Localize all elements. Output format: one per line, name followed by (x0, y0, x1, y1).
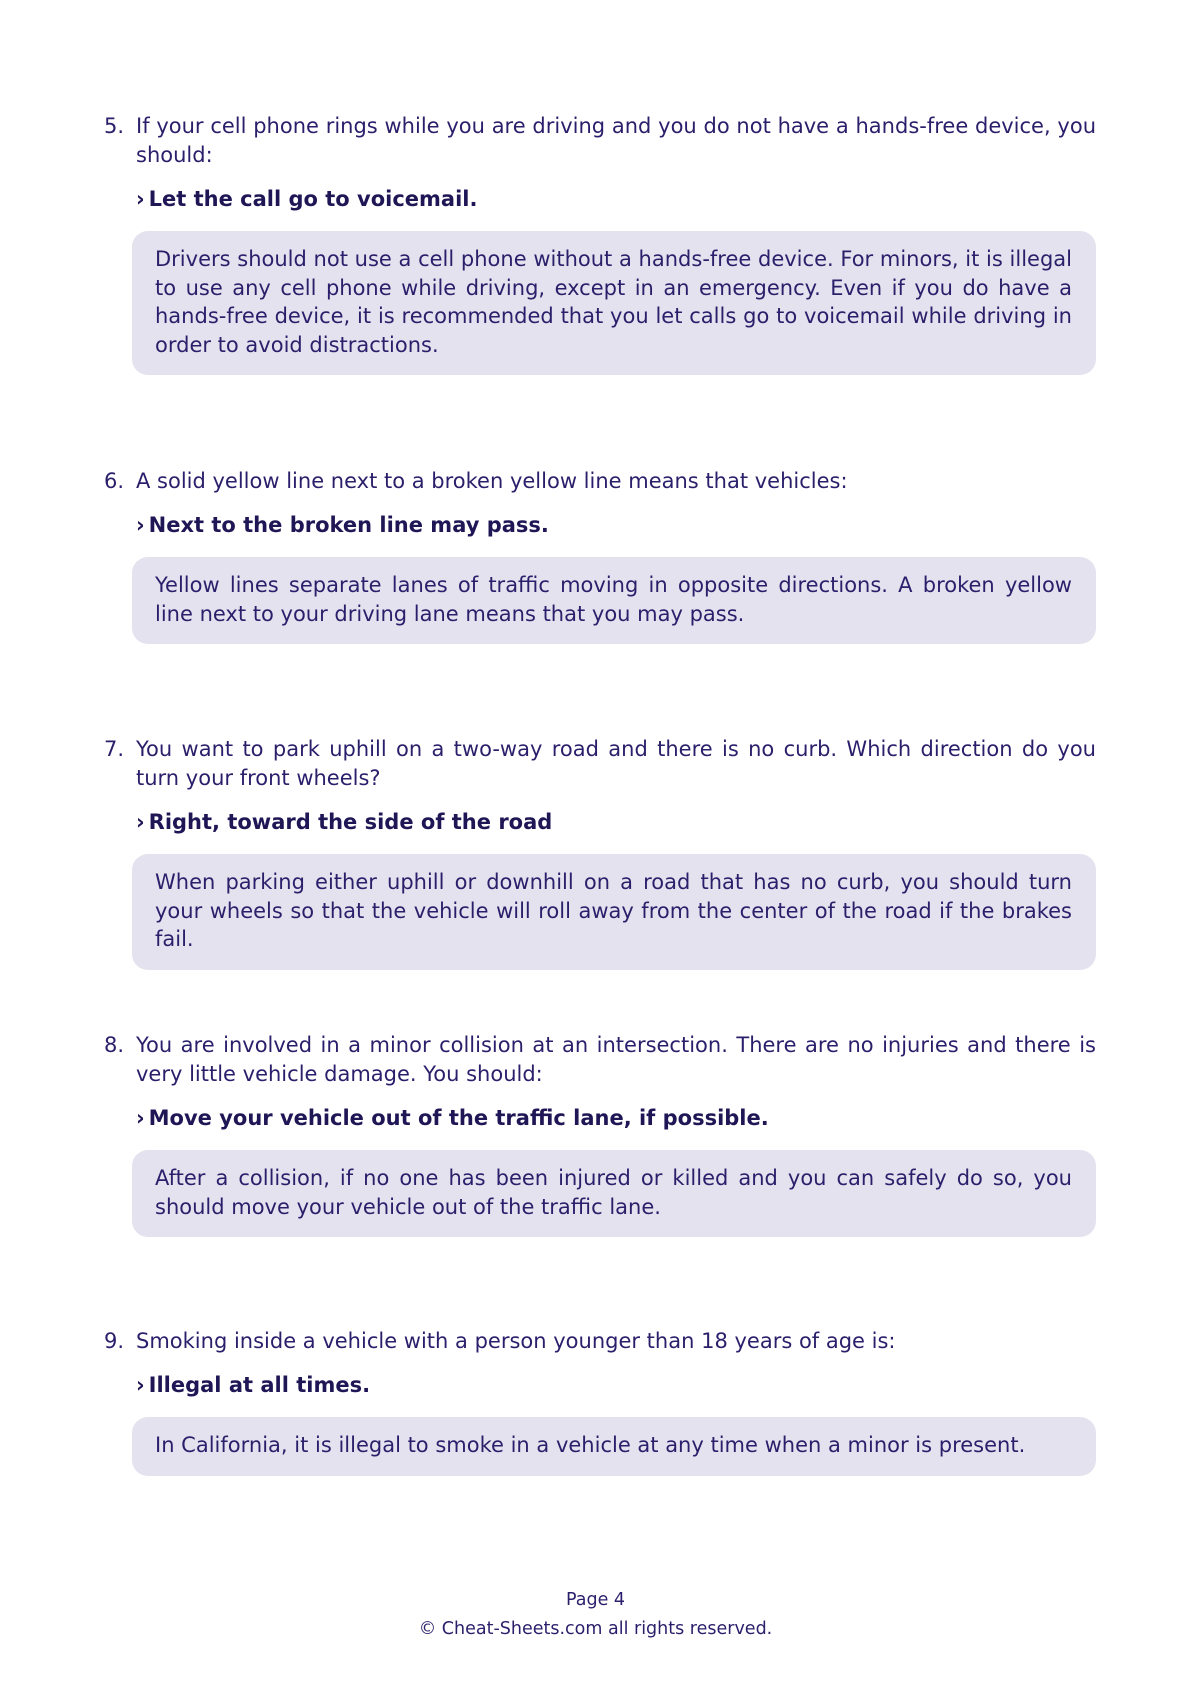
question-block (104, 735, 1096, 970)
answer-text: Next to the broken line may pass. (148, 513, 549, 537)
explanation-box: Drivers should not use a cell phone without a hands-free device. For minors, it is illegal to use any cell phone while driving, except in an emergency. Even if you do have a hands-free device, it is recommended that you let calls go to voicemail while driving in order to avoid distractions. (132, 231, 1096, 375)
question-block (104, 112, 1096, 375)
question-text (104, 1327, 1096, 1356)
answer (136, 808, 1096, 837)
question-number: 8. (104, 1033, 125, 1057)
explanation-box: When parking either uphill or downhill on a road that has no curb, you should turn your wheels so that the vehicle will roll away from the center of the road if the brakes fail. (132, 854, 1096, 970)
question-text (104, 735, 1096, 793)
question-text (104, 1031, 1096, 1089)
answer-text: Right, toward the side of the road (148, 810, 553, 834)
question-text (104, 112, 1096, 170)
question-block (104, 1327, 1096, 1476)
question-text (104, 467, 1096, 496)
copyright-notice: © Cheat-Sheets.com all rights reserved. (418, 1619, 773, 1639)
explanation-box: After a collision, if no one has been injured or killed and you can safely do so, you should move your vehicle out of the traffic lane. (132, 1150, 1096, 1237)
question-number: 7. (104, 737, 125, 761)
explanation-box: Yellow lines separate lanes of traffic moving in opposite directions. A broken yellow line next to your driving lane means that you may pass. (132, 557, 1096, 644)
answer (136, 185, 1096, 214)
question-body: A solid yellow line next to a broken yellow line means that vehicles: (136, 469, 848, 493)
answer-text: Move your vehicle out of the traffic lane, if possible. (148, 1106, 769, 1130)
explanation-box: In California, it is illegal to smoke in a vehicle at any time when a minor is present. (132, 1417, 1096, 1476)
answer-text: Let the call go to voicemail. (148, 187, 478, 211)
question-number: 5. (104, 114, 125, 138)
question-body: Smoking inside a vehicle with a person younger than 18 years of age is: (136, 1329, 896, 1353)
question-number: 6. (104, 469, 125, 493)
question-body: You want to park uphill on a two-way road and there is no curb. Which direction do you turn your front wheels? (136, 737, 1096, 790)
chevron-right-icon: › (136, 810, 145, 834)
page-number: Page 4 (565, 1590, 626, 1610)
question-body: You are involved in a minor collision at an intersection. There are no injuries and there is very little vehicle damage. You should: (136, 1033, 1096, 1086)
chevron-right-icon: › (136, 1106, 145, 1130)
answer-text: Illegal at all times. (148, 1373, 371, 1397)
chevron-right-icon: › (136, 513, 145, 537)
question-block (104, 467, 1096, 644)
question-block (104, 1031, 1096, 1237)
chevron-right-icon: › (136, 187, 145, 211)
chevron-right-icon: › (136, 1373, 145, 1397)
answer (136, 1104, 1096, 1133)
question-number: 9. (104, 1329, 125, 1353)
question-body: If your cell phone rings while you are driving and you do not have a hands-free device, you should: (136, 114, 1096, 167)
answer (136, 1371, 1096, 1400)
answer (136, 511, 1096, 540)
